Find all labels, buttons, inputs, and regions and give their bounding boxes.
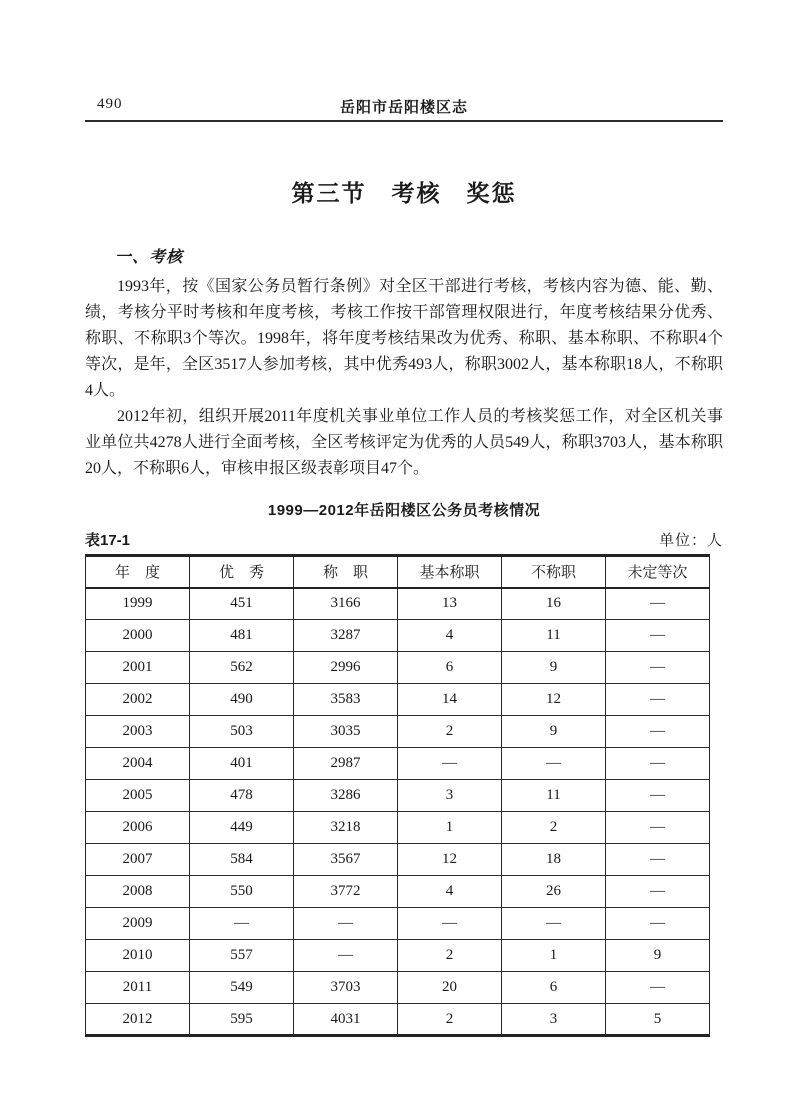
table-unit: 单位：人 bbox=[658, 533, 723, 549]
table-cell: 9 bbox=[502, 716, 606, 748]
table-row bbox=[86, 588, 710, 620]
table-cell: 481 bbox=[190, 620, 294, 652]
year-cell: 1999 bbox=[86, 588, 190, 620]
table-row bbox=[86, 620, 710, 652]
table-cell: 2996 bbox=[294, 652, 398, 684]
year-cell: 2001 bbox=[86, 652, 190, 684]
table-cell: 3772 bbox=[294, 876, 398, 908]
column-header: 优 秀 bbox=[190, 556, 294, 588]
table-cell: 26 bbox=[502, 876, 606, 908]
table-cell: — bbox=[606, 844, 710, 876]
table-cell: — bbox=[606, 972, 710, 1004]
column-header: 年 度 bbox=[86, 556, 190, 588]
column-header: 不称职 bbox=[502, 556, 606, 588]
table-cell: 3567 bbox=[294, 844, 398, 876]
table-row bbox=[86, 748, 710, 780]
table-row bbox=[86, 652, 710, 684]
table-cell: — bbox=[606, 620, 710, 652]
table-cell: 478 bbox=[190, 780, 294, 812]
table-cell: — bbox=[606, 876, 710, 908]
table-cell: 3287 bbox=[294, 620, 398, 652]
table-cell: — bbox=[606, 780, 710, 812]
table-cell: 557 bbox=[190, 940, 294, 972]
table-row bbox=[86, 908, 710, 940]
column-header: 称 职 bbox=[294, 556, 398, 588]
table-cell: 4031 bbox=[294, 1004, 398, 1036]
table-cell: — bbox=[606, 908, 710, 940]
table-cell: 11 bbox=[502, 620, 606, 652]
page-content bbox=[85, 0, 723, 1037]
table-cell: 2987 bbox=[294, 748, 398, 780]
paragraph-1: 1993年，按《国家公务员暂行条例》对全区干部进行考核，考核内容为德、能、勤、绩，考核分平时考核和年度考核，考核工作按干部管理权限进行，年度考核结果分优秀、称职、不称职3个等次。1998年，将年度考核结果改为优秀、称职、基本称职、不称职4个等次，是年，全区3517人参加考核，其中优秀493人，称职3002人，基本称职18人，不称职4人。 bbox=[85, 278, 723, 399]
table-cell: 12 bbox=[502, 684, 606, 716]
table-cell: 3166 bbox=[294, 588, 398, 620]
table-meta bbox=[85, 529, 723, 550]
table-cell: 5 bbox=[606, 1004, 710, 1036]
table-cell: 4 bbox=[398, 620, 502, 652]
table-cell: 6 bbox=[502, 972, 606, 1004]
table-cell: 1 bbox=[398, 812, 502, 844]
table-cell: 550 bbox=[190, 876, 294, 908]
table-cell: 2 bbox=[502, 812, 606, 844]
table-cell: 13 bbox=[398, 588, 502, 620]
year-cell: 2007 bbox=[86, 844, 190, 876]
table-cell: 3703 bbox=[294, 972, 398, 1004]
table-cell: 18 bbox=[502, 844, 606, 876]
year-cell: 2010 bbox=[86, 940, 190, 972]
table-cell: 3035 bbox=[294, 716, 398, 748]
table-cell: 4 bbox=[398, 876, 502, 908]
table-cell: — bbox=[606, 812, 710, 844]
table-row bbox=[86, 876, 710, 908]
table-row bbox=[86, 844, 710, 876]
table-cell: — bbox=[606, 716, 710, 748]
table-cell: 451 bbox=[190, 588, 294, 620]
table-cell: 6 bbox=[398, 652, 502, 684]
table-cell: 595 bbox=[190, 1004, 294, 1036]
subsection-heading: 一、考核 bbox=[115, 249, 184, 266]
paragraph-2: 2012年初，组织开展2011年度机关事业单位工作人员的考核奖惩工作，对全区机关事业单位共4278人进行全面考核，全区考核评定为优秀的人员549人，称职3703人，基本称职20人，不称职6人，审核申报区级表彰项目47个。 bbox=[85, 408, 723, 477]
table-cell: — bbox=[606, 652, 710, 684]
year-cell: 2009 bbox=[86, 908, 190, 940]
table-cell: 449 bbox=[190, 812, 294, 844]
table-cell: 3218 bbox=[294, 812, 398, 844]
year-cell: 2005 bbox=[86, 780, 190, 812]
table-cell: 14 bbox=[398, 684, 502, 716]
table-cell: — bbox=[294, 940, 398, 972]
year-cell: 2012 bbox=[86, 1004, 190, 1036]
table-cell: 9 bbox=[502, 652, 606, 684]
table-row bbox=[86, 780, 710, 812]
table-cell: — bbox=[606, 588, 710, 620]
table-row bbox=[86, 716, 710, 748]
table-cell: — bbox=[398, 748, 502, 780]
table-cell: 490 bbox=[190, 684, 294, 716]
running-title: 岳阳市岳阳楼区志 bbox=[339, 99, 469, 116]
table-cell: — bbox=[606, 748, 710, 780]
table-row bbox=[86, 972, 710, 1004]
table-cell: — bbox=[502, 908, 606, 940]
table-cell: 9 bbox=[606, 940, 710, 972]
table-cell: 3583 bbox=[294, 684, 398, 716]
year-cell: 2002 bbox=[86, 684, 190, 716]
table-cell: 16 bbox=[502, 588, 606, 620]
table-cell: 3286 bbox=[294, 780, 398, 812]
table-header-row bbox=[86, 556, 710, 588]
table-cell: — bbox=[398, 908, 502, 940]
table-cell: 20 bbox=[398, 972, 502, 1004]
table-row bbox=[86, 812, 710, 844]
year-cell: 2006 bbox=[86, 812, 190, 844]
year-cell: 2004 bbox=[86, 748, 190, 780]
table-cell: 2 bbox=[398, 940, 502, 972]
table-cell: 562 bbox=[190, 652, 294, 684]
year-cell: 2003 bbox=[86, 716, 190, 748]
table-cell: 549 bbox=[190, 972, 294, 1004]
table-cell: 11 bbox=[502, 780, 606, 812]
table-row bbox=[86, 684, 710, 716]
table-cell: 401 bbox=[190, 748, 294, 780]
page-number: 490 bbox=[97, 96, 123, 112]
table-title: 1999—2012年岳阳楼区公务员考核情况 bbox=[267, 502, 541, 519]
section-title: 第三节 考核 奖惩 bbox=[291, 180, 517, 206]
table-cell: — bbox=[606, 684, 710, 716]
table-label: 表17-1 bbox=[85, 532, 131, 549]
table-cell: 503 bbox=[190, 716, 294, 748]
table-cell: — bbox=[190, 908, 294, 940]
table-cell: 2 bbox=[398, 716, 502, 748]
column-header: 基本称职 bbox=[398, 556, 502, 588]
table-cell: — bbox=[502, 748, 606, 780]
column-header: 未定等次 bbox=[606, 556, 710, 588]
table-cell: 3 bbox=[398, 780, 502, 812]
table-cell: 1 bbox=[502, 940, 606, 972]
table-cell: 3 bbox=[502, 1004, 606, 1036]
running-header bbox=[85, 96, 723, 122]
assessment-table bbox=[85, 554, 710, 1037]
table-row bbox=[86, 1004, 710, 1036]
year-cell: 2008 bbox=[86, 876, 190, 908]
table-row bbox=[86, 940, 710, 972]
year-cell: 2011 bbox=[86, 972, 190, 1004]
table-cell: — bbox=[294, 908, 398, 940]
table-body bbox=[86, 588, 710, 1036]
table-cell: 2 bbox=[398, 1004, 502, 1036]
table-cell: 584 bbox=[190, 844, 294, 876]
table-cell: 12 bbox=[398, 844, 502, 876]
year-cell: 2000 bbox=[86, 620, 190, 652]
